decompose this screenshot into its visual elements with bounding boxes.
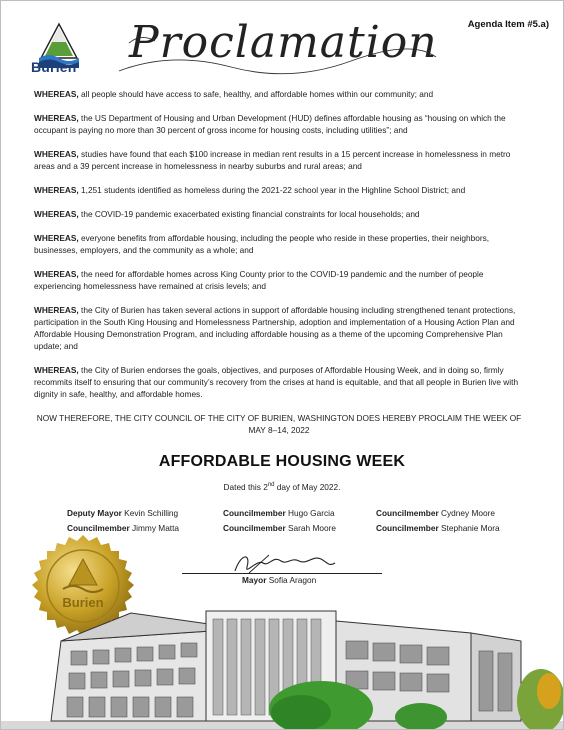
whereas-clause: WHEREAS, 1,251 students identified as homeless during the 2021-22 school year in the Highline School District; and [34, 185, 466, 195]
signatory: Councilmember Hugo Garcia [223, 508, 335, 518]
page-title: Proclamation [129, 17, 438, 68]
whereas-clause: WHEREAS, the US Department of Housing and Urban Development (HUD) defines affordable housing as “housing on which the occupant is paying no more than 30 percent of gross income for housing costs, including utilities”; and [34, 113, 506, 135]
whereas-clause: WHEREAS, all people should have access to safe, healthy, and affordable homes within our community; and [34, 89, 434, 99]
signatory: Councilmember Jimmy Matta [67, 523, 180, 533]
whereas-clause: WHEREAS, the need for affordable homes across King County prior to the COVID-19 pandemic and the number of people experiencing homelessness have remained at crisis levels; and [34, 269, 484, 291]
proclamation-body [34, 88, 524, 436]
logo-wordmark: Burien [31, 59, 77, 75]
signatory: Councilmember Stephanie Mora [376, 523, 500, 533]
whereas-clause: WHEREAS, the COVID-19 pandemic exacerbated existing financial constraints for local households; and [34, 209, 420, 219]
signatory: Councilmember Cydney Moore [376, 508, 495, 518]
signature-line [182, 573, 382, 574]
whereas-clause: WHEREAS, studies have found that each $100 increase in median rent results in a 15 percent increase in homelessness in metro areas and a 39 percent increase in homelessness in nearby suburbs and rural areas; and [34, 149, 511, 171]
proclamation-headline: AFFORDABLE HOUSING WEEK [158, 453, 406, 470]
mayor-signatory: Mayor Sofia Aragon [242, 575, 317, 585]
seal-label: Burien [62, 595, 104, 610]
city-hall-illustration [1, 601, 563, 729]
whereas-clause: WHEREAS, the City of Burien endorses the goals, objectives, and purposes of Affordable Housing Week, and in doing so, firmly recommits itself to ensuring that our community’s recovery from the crises at hand is equitable, and that all people in Burien live with dignity in safe, healthy, and affordable homes. [34, 365, 519, 399]
proclaim-statement: NOW THEREFORE, THE CITY COUNCIL OF THE CITY OF BURIEN, WASHINGTON DOES HEREBY PROCLAIM THE WEEK OF MAY 8–14, 2022 [36, 413, 522, 435]
signatory: Councilmember Sarah Moore [223, 523, 336, 533]
whereas-clause: WHEREAS, the City of Burien has taken several actions in support of affordable housing including strengthened tenant protections, participation in the South King Housing and Homelessness Partnership, adoption and implementation of a Housing Action Plan and Affordable Housing Demonstration Program, and including affordable housing as a theme of the upcoming Comprehensive Plan update; and [34, 305, 516, 351]
agenda-item-label: Agenda Item #5.a) [467, 19, 549, 30]
whereas-clause: WHEREAS, everyone benefits from affordable housing, including the people who reside in these properties, their neighbors, businesses, employers, and the community as a whole; and [34, 233, 490, 255]
signatory: Deputy Mayor Kevin Schilling [67, 508, 179, 518]
dated-line: Dated this 2nd day of May 2022. [223, 482, 341, 492]
